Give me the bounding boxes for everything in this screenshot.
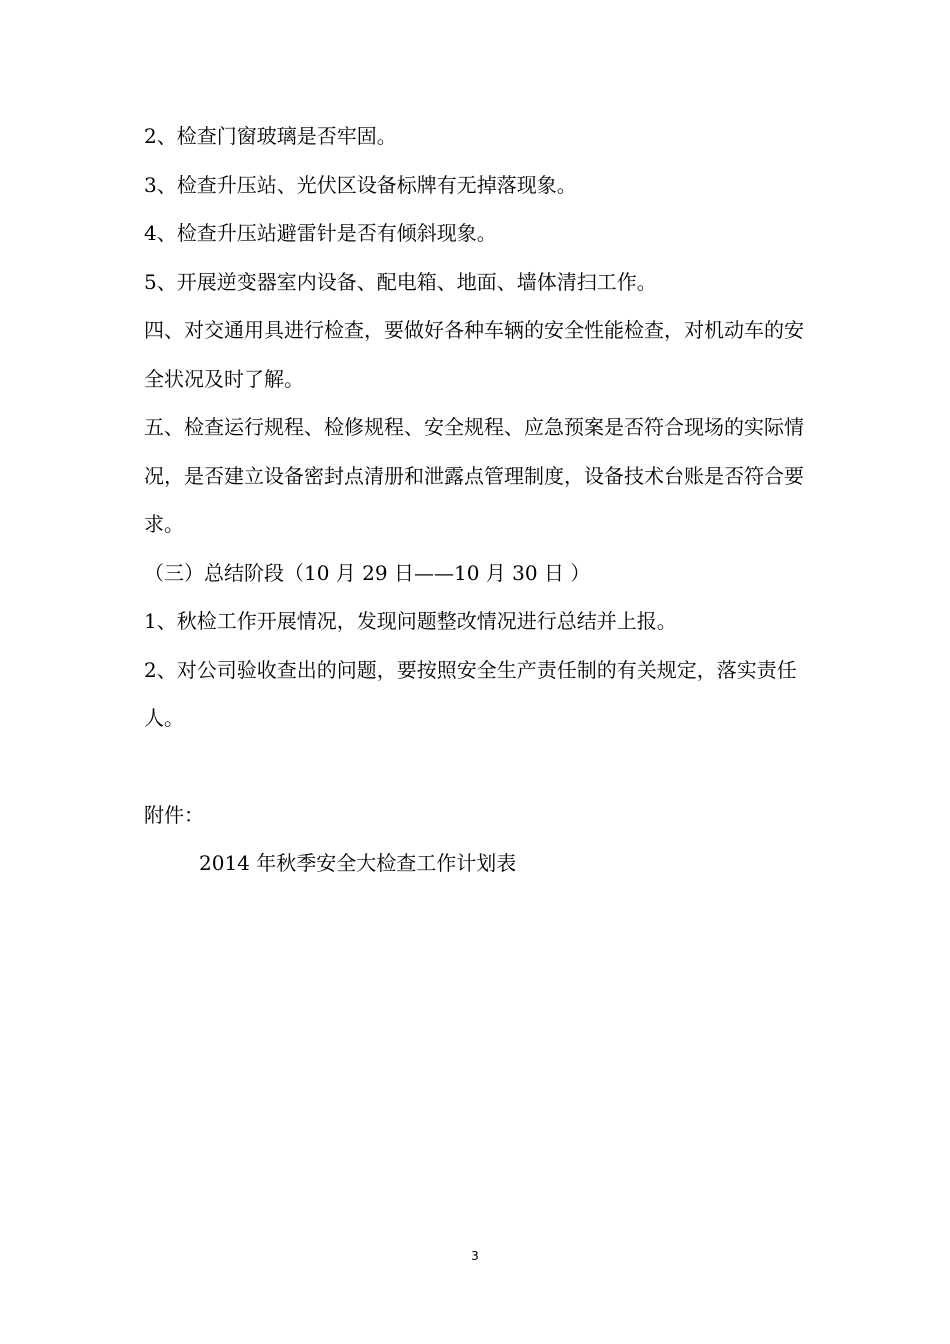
paragraph-section-four: 四、对交通用具进行检查，要做好各种车辆的安全性能检查，对机动车的安全状况及时了解。 bbox=[144, 318, 804, 391]
summary-item-1: 1、秋检工作开展情况，发现问题整改情况进行总结并上报。 bbox=[144, 609, 677, 633]
document-body bbox=[144, 112, 812, 888]
paragraph-item-5: 5、开展逆变器室内设备、配电箱、地面、墙体清扫工作。 bbox=[144, 269, 657, 294]
paragraph-item-4: 4、检查升压站避雷针是否有倾斜现象。 bbox=[144, 221, 497, 245]
summary-item-2: 2、对公司验收查出的问题，要按照安全生产责任制的有关规定，落实责任人。 bbox=[144, 657, 797, 730]
paragraph-item-2: 2、检查门窗玻璃是否牢固。 bbox=[144, 124, 397, 148]
summary-stage-heading: （三）总结阶段（10 月 29 日——10 月 30 日 ） bbox=[144, 560, 591, 585]
page-number: 3 bbox=[471, 1249, 479, 1263]
attachment-label: 附件： bbox=[144, 802, 204, 827]
paragraph-item-3: 3、检查升压站、光伏区设备标牌有无掉落现象。 bbox=[144, 172, 577, 197]
spacer bbox=[144, 743, 812, 791]
paragraph-section-five: 五、检查运行规程、检修规程、安全规程、应急预案是否符合现场的实际情况，是否建立设备密封点清册和泄露点管理制度，设备技术台账是否符合要求。 bbox=[144, 415, 804, 536]
attachment-item: 2014 年秋季安全大检查工作计划表 bbox=[199, 851, 517, 875]
